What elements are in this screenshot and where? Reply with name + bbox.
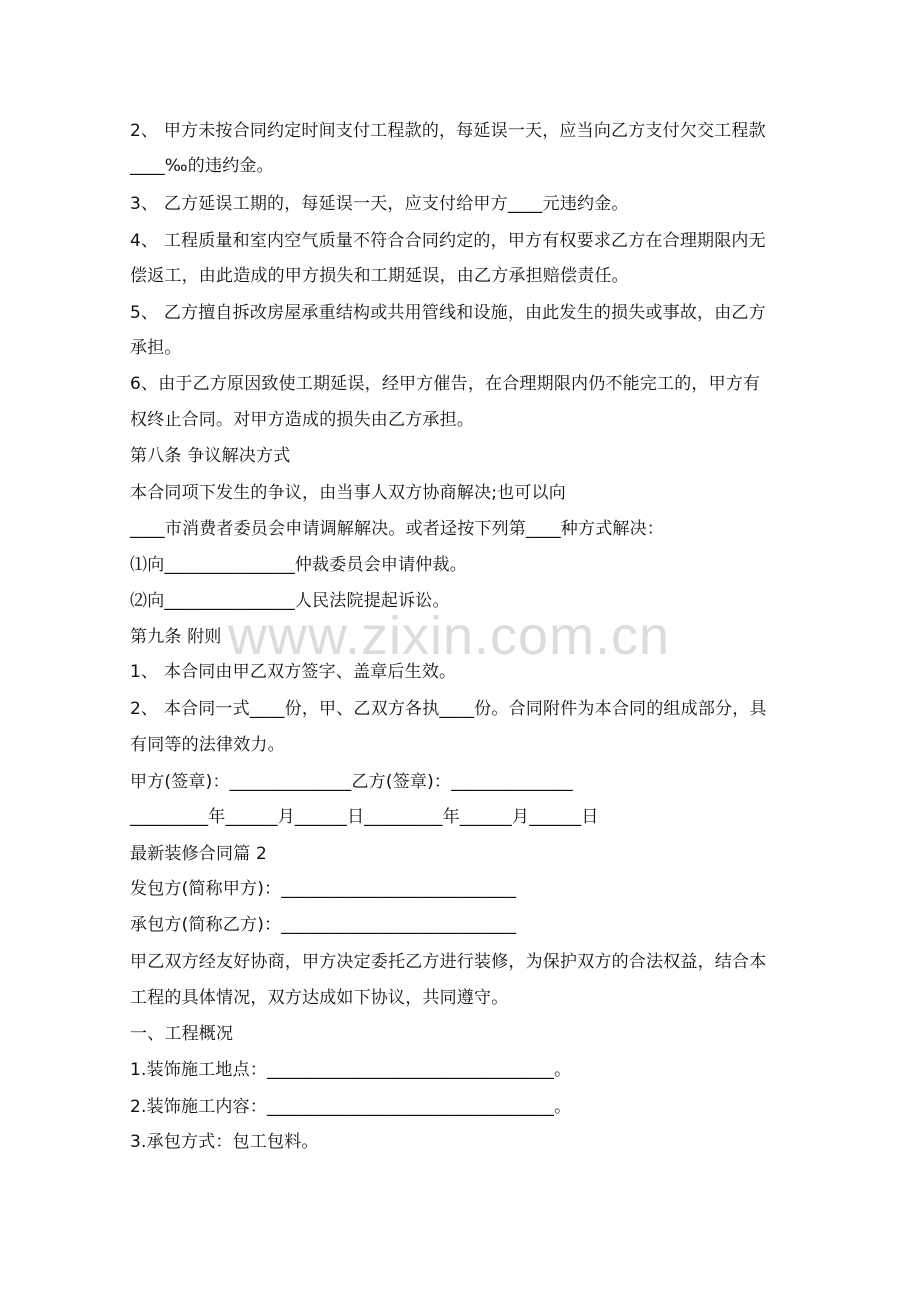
text-line: ____市消费者委员会申请调解解决。或者迳按下列第____种方式解决： bbox=[130, 519, 664, 539]
text-line: 发包方(简称甲方)：___________________________ bbox=[130, 879, 517, 899]
text-line: 承包方(简称乙方)：___________________________ bbox=[130, 915, 517, 935]
text-line: 有同等的法律效力。 bbox=[130, 735, 285, 755]
watermark: www.zixin.com.cn bbox=[228, 606, 671, 666]
text-line: 1.装饰施工地点：_________________________________。 bbox=[130, 1060, 572, 1080]
text-line: 2、 甲方未按合同约定时间支付工程款的，每延误一天，应当向乙方支付欠交工程款 bbox=[130, 121, 766, 141]
text-line: 2、 本合同一式____份，甲、乙双方各执____份。合同附件为本合同的组成部分，具 bbox=[130, 699, 767, 719]
section-heading: 一、工程概况 bbox=[130, 1024, 234, 1044]
text-line: ____‰的违约金。 bbox=[130, 156, 274, 176]
text-line: 3.承包方式：包工包料。 bbox=[130, 1132, 319, 1152]
text-line: 4、 工程质量和室内空气质量不符合合同约定的，甲方有权要求乙方在合理期限内无 bbox=[130, 231, 766, 251]
text-line: 甲乙双方经友好协商，甲方决定委托乙方进行装修，为保护双方的合法权益，结合本 bbox=[130, 952, 767, 972]
text-line: 本合同项下发生的争议，由当事人双方协商解决;也可以向 bbox=[130, 483, 566, 503]
text-line: 3、 乙方延误工期的，每延误一天，应支付给甲方____元违约金。 bbox=[130, 194, 629, 214]
text-line: 2.装饰施工内容：_________________________________。 bbox=[130, 1097, 572, 1117]
text-line: ⑵向_______________人民法院提起诉讼。 bbox=[130, 591, 450, 611]
text-line: ⑴向_______________仲裁委员会申请仲裁。 bbox=[130, 555, 467, 575]
date-line: _________年______月______日_________年______月______日 bbox=[130, 807, 599, 827]
text-line: 5、 乙方擅自拆改房屋承重结构或共用管线和设施，由此发生的损失或事故，由乙方 bbox=[130, 303, 766, 323]
text-line: 6、由于乙方原因致使工期延误，经甲方催告，在合理期限内仍不能完工的，甲方有 bbox=[130, 374, 761, 394]
section-heading: 第八条 争议解决方式 bbox=[130, 446, 291, 466]
text-line: 偿返工，由此造成的甲方损失和工期延误，由乙方承担赔偿责任。 bbox=[130, 266, 629, 286]
text-line: 1、 本合同由甲乙双方签字、盖章后生效。 bbox=[130, 662, 457, 682]
text-line: 承担。 bbox=[130, 338, 182, 358]
signature-line: 甲方(签章)：______________乙方(签章)：______________ bbox=[130, 772, 573, 792]
section-heading: 最新装修合同篇 2 bbox=[130, 844, 268, 864]
text-line: 工程的具体情况，双方达成如下协议，共同遵守。 bbox=[130, 988, 509, 1008]
text-line: 权终止合同。对甲方造成的损失由乙方承担。 bbox=[130, 410, 474, 430]
section-heading: 第九条 附则 bbox=[130, 627, 222, 647]
